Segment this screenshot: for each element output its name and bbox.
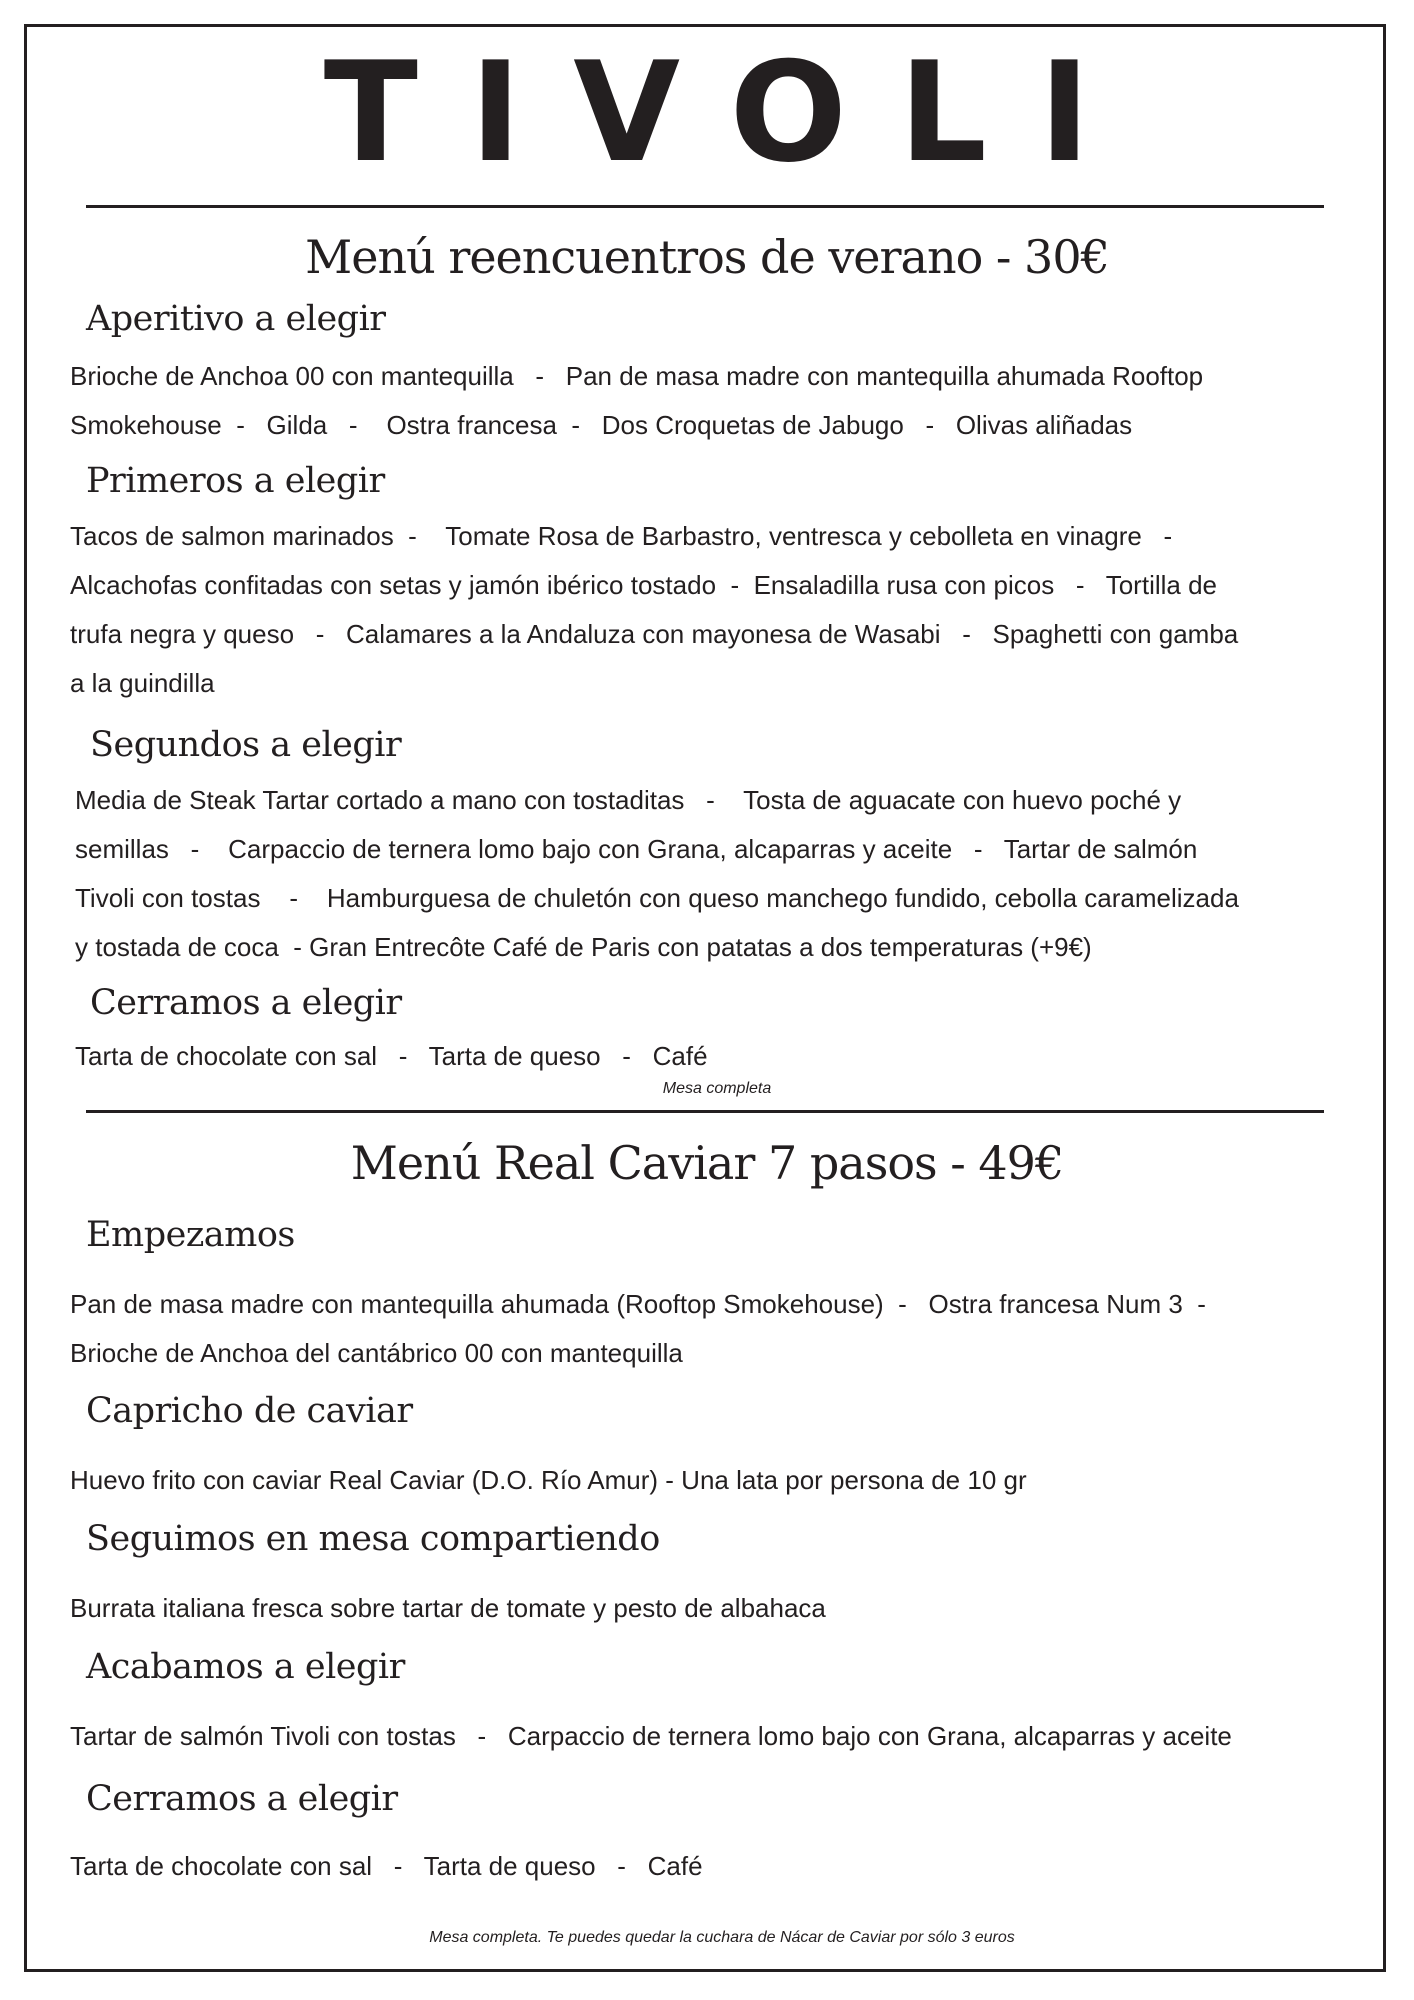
menu2-section-capricho-title: Capricho de caviar bbox=[86, 1391, 413, 1431]
menu2-section-acabamos-title: Acabamos a elegir bbox=[86, 1647, 405, 1687]
menu2-title: Menú Real Caviar 7 pasos - 49€ bbox=[350, 1136, 1064, 1190]
divider-top bbox=[86, 205, 1324, 208]
menu1-title: Menú reencuentros de verano - 30€ bbox=[305, 230, 1109, 284]
menu1-note: Mesa completa bbox=[662, 1080, 772, 1097]
menu1-section-aperitivo-items: Brioche de Anchoa 00 con mantequilla - Pan de masa madre con mantequilla ahumada Rooftop Smokehouse - Gilda - Ostra francesa - Dos Croquetas de Jabugo - Olivas aliñadas bbox=[70, 361, 1204, 440]
menu1-section-aperitivo-title: Aperitivo a elegir bbox=[86, 299, 386, 339]
divider-middle bbox=[86, 1110, 1324, 1113]
menu1-section-segundos-title: Segundos a elegir bbox=[90, 725, 402, 765]
menu2-section-cerramos-title: Cerramos a elegir bbox=[86, 1779, 398, 1819]
menu1-section-cerramos-items: Tarta de chocolate con sal - Tarta de queso - Café bbox=[75, 1041, 708, 1071]
menu2-section-cerramos-items: Tarta de chocolate con sal - Tarta de queso - Café bbox=[70, 1851, 703, 1881]
menu2-section-empezamos-items: Pan de masa madre con mantequilla ahumada (Rooftop Smokehouse) - Ostra francesa Num 3 - Brioche de Anchoa del cantábrico 00 con mantequilla bbox=[70, 1289, 1206, 1368]
menu1-section-primeros-items: Tacos de salmon marinados - Tomate Rosa de Barbastro, ventresca y cebolleta en vinagre - Alcachofas confitadas con setas y jamón ibérico tostado - Ensaladilla rusa con picos - Tortilla de trufa negra y queso - Calamares a la Andaluza con mayonesa de Wasabi - Spaghetti con gamba a la guindilla bbox=[70, 521, 1239, 698]
menu1-section-segundos-items: Media de Steak Tartar cortado a mano con tostaditas - Tosta de aguacate con huevo poché y semillas - Carpaccio de ternera lomo bajo con Grana, alcaparras y aceite - Tartar de salmón Tivoli con tostas - Hamburguesa de chuletón con queso manchego fundido, cebolla caramelizada y tostada de coca - Gran Entrecôte Café de Paris con patatas a dos temperaturas (+9€) bbox=[75, 785, 1239, 962]
menu2-section-capricho-items: Huevo frito con caviar Real Caviar (D.O. Río Amur) - Una lata por persona de 10 gr bbox=[70, 1465, 1027, 1495]
brand-logo: TIVOLI bbox=[323, 32, 1143, 193]
menu2-section-acabamos-items: Tartar de salmón Tivoli con tostas - Carpaccio de ternera lomo bajo con Grana, alcaparras y aceite bbox=[70, 1721, 1232, 1751]
menu2-section-seguimos-items: Burrata italiana fresca sobre tartar de tomate y pesto de albahaca bbox=[70, 1593, 826, 1623]
menu2-section-seguimos-title: Seguimos en mesa compartiendo bbox=[86, 1519, 660, 1559]
menu1-section-cerramos-title: Cerramos a elegir bbox=[90, 983, 402, 1023]
menu2-section-empezamos-title: Empezamos bbox=[86, 1215, 295, 1255]
menu1-section-primeros-title: Primeros a elegir bbox=[86, 461, 385, 501]
menu2-note: Mesa completa. Te puedes quedar la cuchara de Nácar de Caviar por sólo 3 euros bbox=[429, 1929, 1015, 1946]
